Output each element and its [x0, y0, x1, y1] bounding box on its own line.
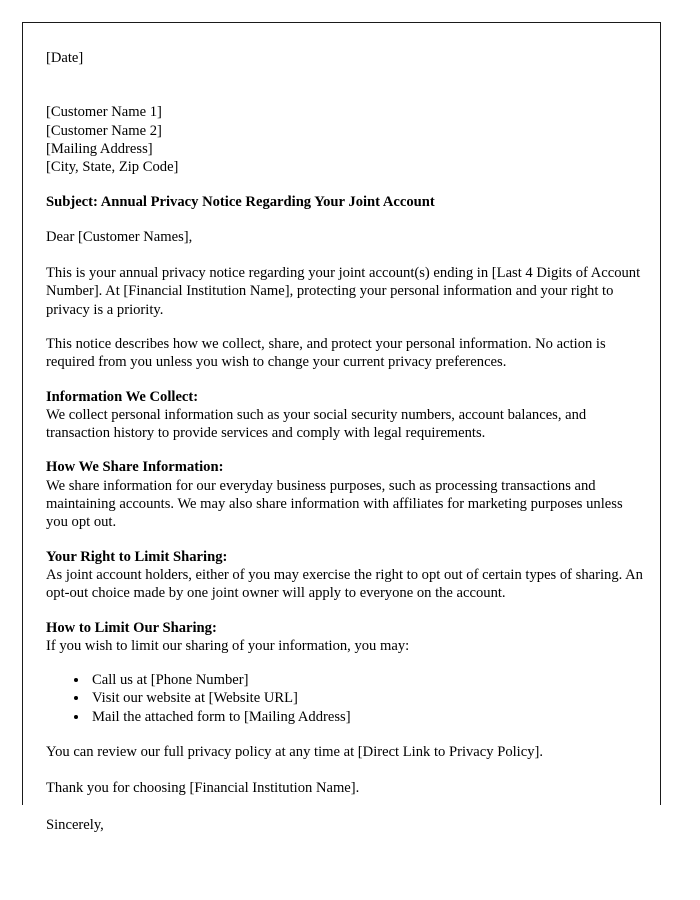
signoff: Sincerely, — [46, 816, 104, 833]
letter-body — [46, 49, 644, 834]
address-line-3: [Mailing Address] — [46, 140, 153, 157]
section-heading: How We Share Information: — [46, 459, 224, 476]
list-item: • Visit our website at [Website URL] — [89, 689, 644, 707]
thank-you-paragraph: Thank you for choosing [Financial Institution Name]. — [46, 780, 360, 797]
list-item: • Call us at [Phone Number] — [89, 671, 644, 689]
limit-sharing-options-list — [46, 671, 644, 726]
section-heading: How to Limit Our Sharing: — [46, 619, 217, 636]
intro-paragraph: This is your annual privacy notice regarding your joint account(s) ending in [Last 4 Digits of Account Number]. At [Financial Institution Name], protecting your personal information and your right to privacy is a priority. — [46, 265, 641, 318]
section-body: As joint account holders, either of you may exercise the right to opt out of certain types of sharing. An opt-out choice made by one joint owner will apply to everyone on the account. — [46, 566, 643, 602]
section-heading: Your Right to Limit Sharing: — [46, 548, 228, 565]
privacy-policy-link-paragraph: You can review our full privacy policy at any time at [Direct Link to Privacy Policy]. — [46, 744, 544, 761]
address-line-2: [Customer Name 2] — [46, 122, 162, 139]
salutation: Dear [Customer Names], — [46, 228, 193, 245]
section-heading: Information We Collect: — [46, 388, 199, 405]
document-page — [22, 22, 661, 833]
address-line-1: [Customer Name 1] — [46, 104, 162, 121]
date-field: [Date] — [46, 50, 84, 66]
notice-paragraph: This notice describes how we collect, share, and protect your personal information. No action is required from you unless you wish to change your current privacy preferences. — [46, 335, 606, 371]
list-item: • Mail the attached form to [Mailing Address] — [89, 708, 644, 726]
section-information-we-collect — [46, 388, 644, 443]
address-line-4: [City, State, Zip Code] — [46, 159, 179, 176]
section-how-we-share-information — [46, 458, 644, 531]
section-your-right-to-limit-sharing — [46, 548, 644, 603]
section-body: We collect personal information such as your social security numbers, account balances, and transaction history to provide services and comply with legal requirements. — [46, 406, 587, 442]
section-how-to-limit-our-sharing — [46, 619, 644, 656]
section-body: If you wish to limit our sharing of your information, you may: — [46, 637, 410, 654]
section-body: We share information for our everyday business purposes, such as processing transactions and maintaining accounts. We may also share information with affiliates for marketing purposes unless you opt out. — [46, 477, 623, 531]
recipient-address-block — [46, 103, 644, 176]
subject-line: Subject: Annual Privacy Notice Regarding Your Joint Account — [46, 194, 435, 211]
